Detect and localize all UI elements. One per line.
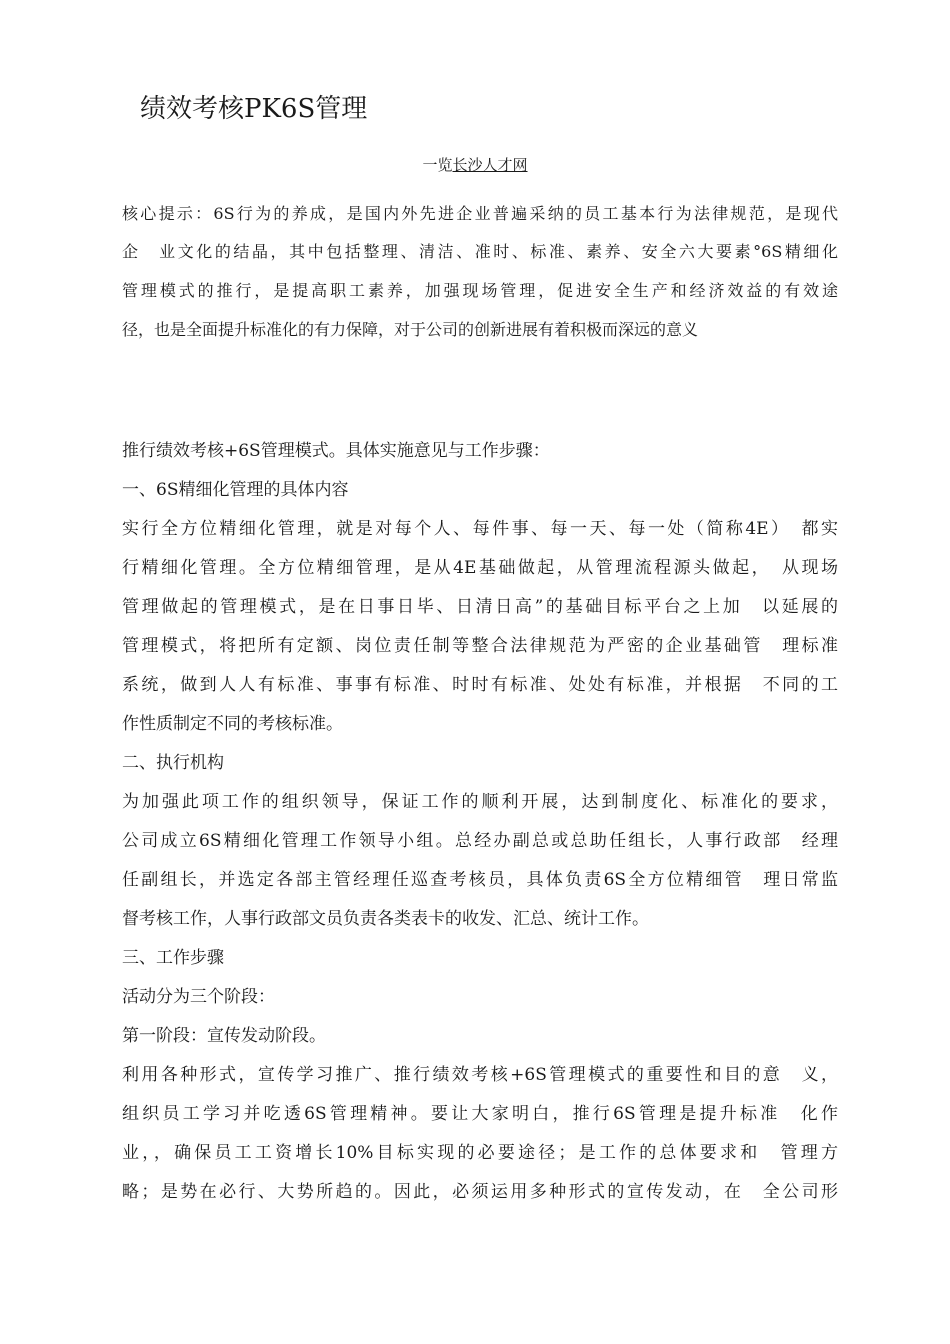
body-line: 为加强此项工作的组织领导，保证工作的顺利开展，达到制度化、标准化的要求， — [122, 792, 838, 812]
body-line: 公司成立6S精细化管理工作领导小组。总经办副总或总助任组长，人事行政部 经理 — [122, 831, 838, 851]
section-heading: 一、6S精细化管理的具体内容 — [122, 480, 349, 500]
body-line: 管理做起的管理模式，是在日事日毕、日清日高”的基础目标平台之上加 以延展的 — [122, 597, 838, 617]
document-title: 绩效考核PK6S管理 — [140, 94, 368, 124]
source-link[interactable]: 长沙人才网 — [452, 156, 528, 174]
body-line: 任副组长，并选定各部主管经理任巡查考核员，具体负责6S全方位精细管 理日常监 — [122, 870, 838, 890]
source-prefix: 一览 — [422, 156, 453, 174]
body-line: 督考核工作，人事行政部文员负责各类表卡的收发、汇总、统计工作。 — [122, 909, 649, 929]
body-line: 作性质制定不同的考核标准。 — [122, 714, 343, 734]
section-heading: 三、工作步骤 — [122, 948, 224, 968]
summary-line: 企 业文化的结晶，其中包括整理、清洁、准时、标准、素养、安全六大要素°6S精细化 — [122, 242, 838, 261]
body-line: 管理模式，将把所有定额、岗位责任制等整合法律规范为严密的企业基础管 理标准 — [122, 636, 838, 656]
summary-line: 径，也是全面提升标准化的有力保障，对于公司的创新进展有着积极而深远的意义 — [122, 320, 699, 339]
body-line: 实行全方位精细化管理，就是对每个人、每件事、每一天、每一处（简称4E） 都实 — [122, 519, 838, 539]
source-line — [0, 154, 950, 176]
body-line: 系统，做到人人有标准、事事有标准、时时有标准、处处有标准，并根据 不同的工 — [122, 675, 838, 695]
body-line: 第一阶段：宣传发动阶段。 — [122, 1026, 326, 1046]
body-line: 行精细化管理。全方位精细管理，是从4E基础做起，从管理流程源头做起， 从现场 — [122, 558, 838, 578]
body-line: 利用各种形式，宣传学习推广、推行绩效考核+6S管理模式的重要性和目的意 义， — [122, 1065, 838, 1085]
body-line: 推行绩效考核+6S管理模式。具体实施意见与工作步骤： — [122, 441, 550, 461]
summary-line: 核心提示：6S行为的养成，是国内外先进企业普遍采纳的员工基本行为法律规范，是现代 — [122, 204, 838, 223]
body-line: 业，，确保员工工资增长10%目标实现的必要途径；是工作的总体要求和 管理方 — [122, 1143, 838, 1163]
body-line: 活动分为三个阶段： — [122, 987, 275, 1007]
section-heading: 二、执行机构 — [122, 753, 224, 773]
summary-line: 管理模式的推行，是提高职工素养，加强现场管理，促进安全生产和经济效益的有效途 — [122, 281, 838, 300]
body-line: 略；是势在必行、大势所趋的。因此，必须运用多种形式的宣传发动，在 全公司形 — [122, 1182, 838, 1202]
body-line: 组织员工学习并吃透6S管理精神。要让大家明白，推行6S管理是提升标准 化作 — [122, 1104, 838, 1124]
